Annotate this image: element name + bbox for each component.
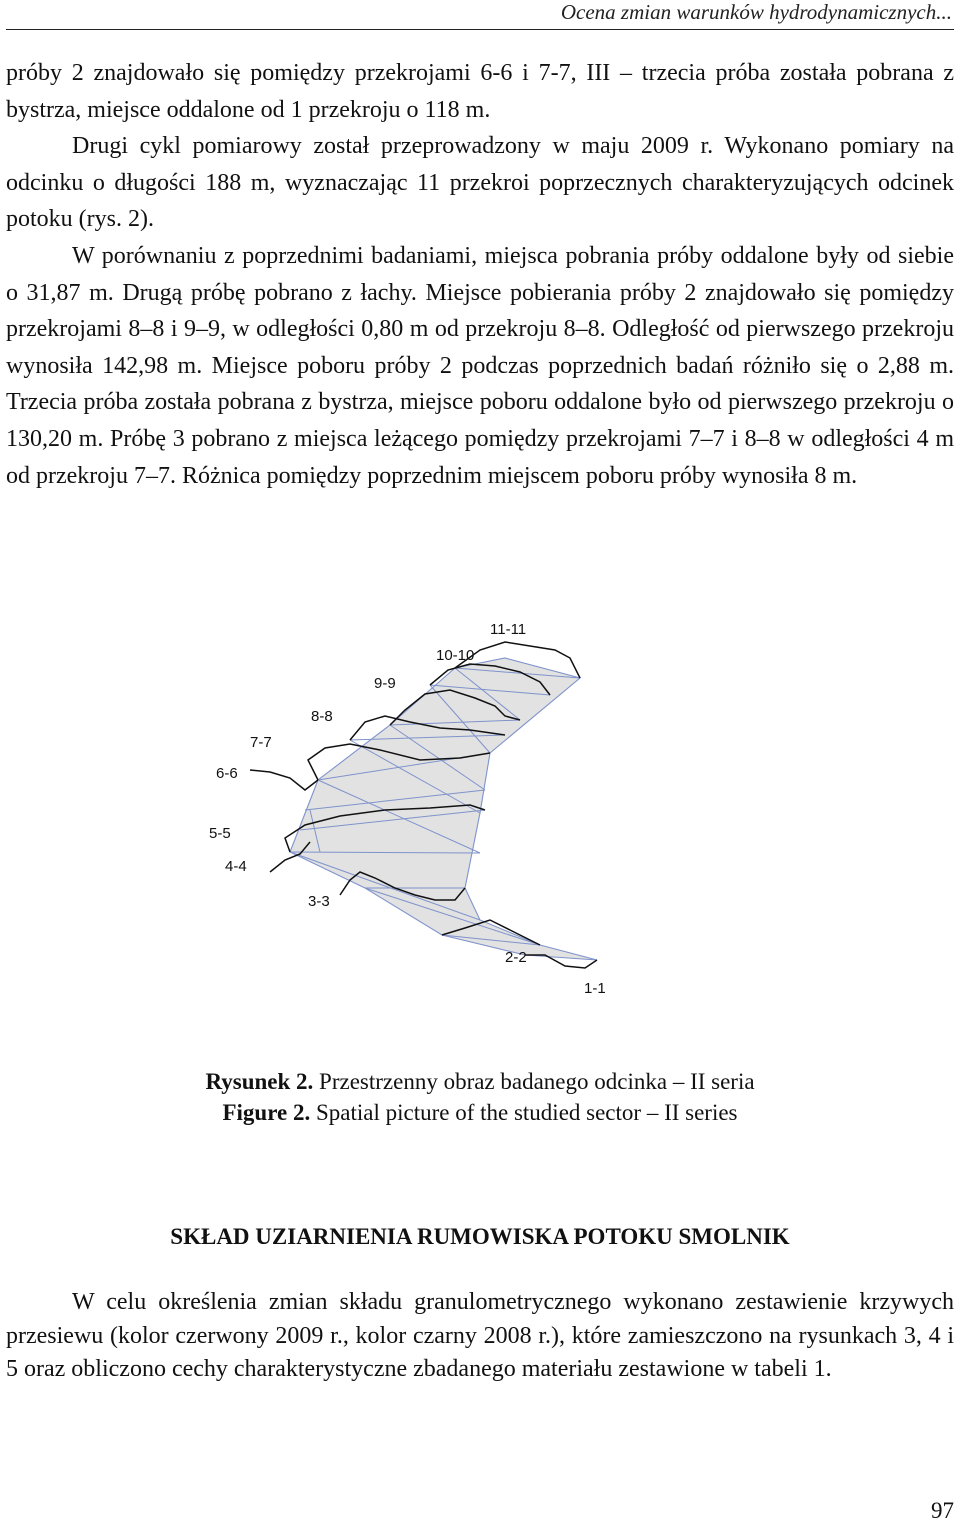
section-paragraph: W celu określenia zmian składu granulometrycznego wykonano zestawienie krzywych przesiewu (kolor czerwony 2009 r., kolor czarny 2008 r.), które zamieszczono na rysunkach 3, 4 i 5 oraz obliczono cechy charakterystyczne zbadanego materiału zestawione w tabeli 1. bbox=[6, 1289, 954, 1382]
running-title: Ocena zmian warunków hydrodynamicznych... bbox=[560, 0, 952, 24]
figure-caption bbox=[0, 1066, 960, 1128]
paragraph-2: Drugi cykl pomiarowy został przeprowadzony w maju 2009 r. Wykonano pomiary na odcinku o długości 188 m, wyznaczając 11 przekroi poprzecznych charakteryzujących odcinek potoku (rys. 2). bbox=[6, 133, 954, 233]
section-label: 6-6 bbox=[216, 765, 238, 782]
caption-english bbox=[0, 1097, 960, 1128]
section-label: 3-3 bbox=[308, 893, 330, 910]
figure-river-reach bbox=[190, 610, 770, 1000]
section-label: 10-10 bbox=[436, 647, 475, 664]
section-label: 4-4 bbox=[225, 858, 247, 875]
section-heading: SKŁAD UZIARNIENIA RUMOWISKA POTOKU SMOLNIK bbox=[170, 1224, 790, 1249]
section-label: 7-7 bbox=[250, 734, 272, 751]
caption-pl-text: Przestrzenny obraz badanego odcinka – II seria bbox=[313, 1069, 755, 1094]
caption-en-text: Spatial picture of the studied sector – II series bbox=[310, 1100, 738, 1125]
body-text-block bbox=[6, 55, 954, 494]
caption-pl-label: Rysunek 2. bbox=[205, 1069, 314, 1094]
profile-6-6 bbox=[250, 770, 318, 790]
section-label: 1-1 bbox=[584, 980, 606, 997]
paragraph-3: W porównaniu z poprzednimi badaniami, miejsca pobrania próby oddalone były od siebie o 31,87 m. Drugą próbę pobrano z łachy. Miejsce pobierania próby 2 znajdowało się pomiędzy przekrojami 8–8 i 9–9, w odległości 0,80 m od przekroju 8–8. Odległość od pierwszego przekroju wynosiła 142,98 m. Miejsce poboru próby 2 podczas poprzednich badań różniło się o 2,88 m. Trzecia próba została pobrana z bystrza, miejsce poboru oddalone było od pierwszego przekroju o 130,20 m. Próbę 3 pobrano z miejsca leżącego pomiędzy przekrojami 7–7 i 8–8 w odległości 4 m od przekroju 7–7. Różnica pomiędzy poprzednim miejscem poboru próby wynosiła 8 m. bbox=[6, 242, 954, 489]
caption-en-label: Figure 2. bbox=[222, 1100, 311, 1125]
section-label: 5-5 bbox=[209, 825, 231, 842]
river-reach-diagram bbox=[190, 610, 770, 1000]
caption-polish bbox=[0, 1066, 960, 1097]
header-rule bbox=[6, 29, 954, 30]
channel-surface bbox=[290, 658, 597, 960]
paragraph-1: próby 2 znajdowało się pomiędzy przekrojami 6-6 i 7-7, III – trzecia próba została pobrana z bystrza, miejsce oddalone od 1 przekroju o 118 m. bbox=[6, 60, 954, 123]
section-label: 8-8 bbox=[311, 708, 333, 725]
section-label: 9-9 bbox=[374, 675, 396, 692]
section-text-block bbox=[6, 1286, 954, 1387]
section-label: 11-11 bbox=[490, 621, 527, 638]
section-label: 2-2 bbox=[505, 949, 527, 966]
page-number: 97 bbox=[931, 1498, 954, 1523]
